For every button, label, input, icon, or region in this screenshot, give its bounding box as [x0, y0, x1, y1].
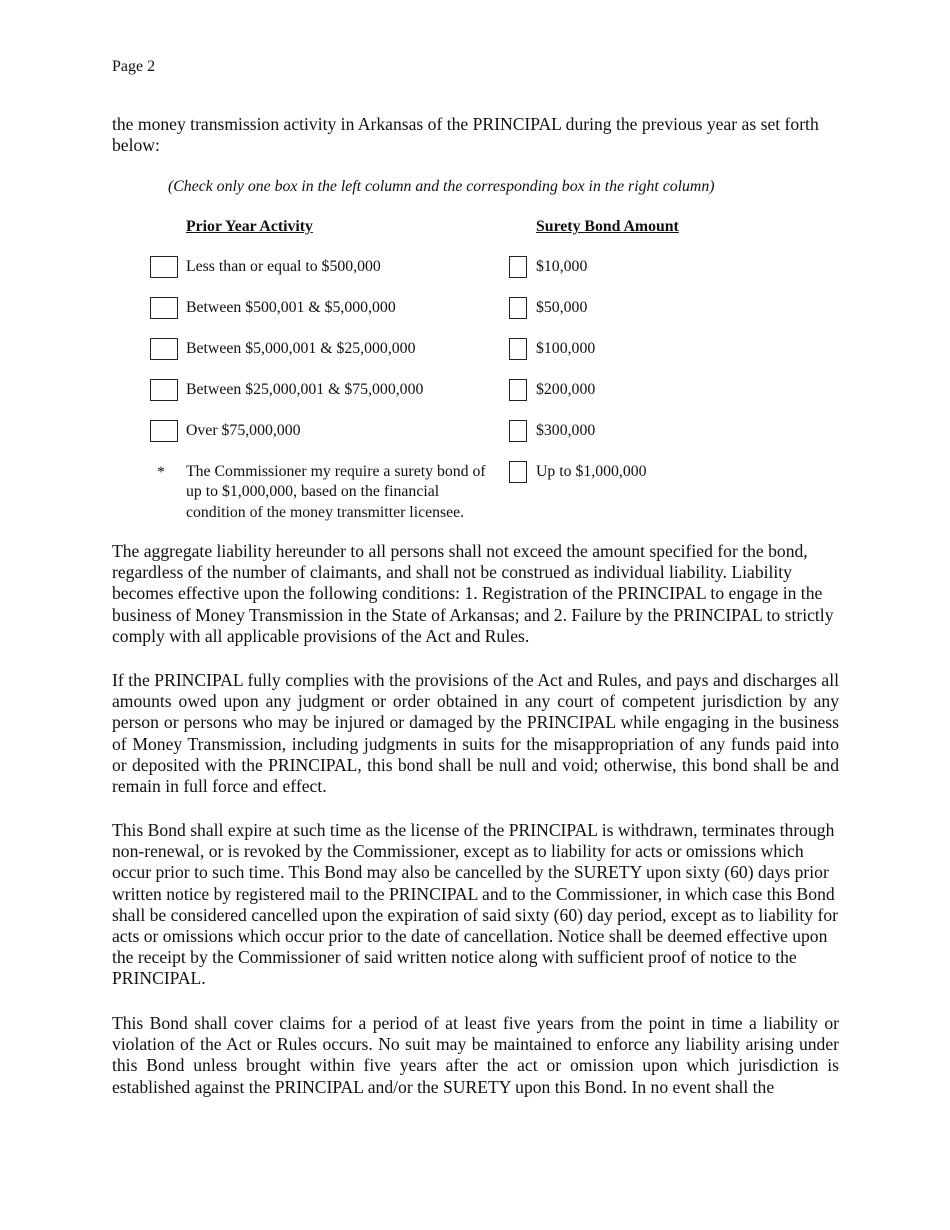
compliance-paragraph: If the PRINCIPAL fully complies with the provisions of the Act and Rules, and pays and discharges all amounts owed upon any judgment or order obtained in any court of competent jurisdiction by any person or persons who may be injured or damaged by the PRINCIPAL while engaging in the business of Money Transmission, including judgments in suits for the misappropriation of any funds paid into or deposited with the PRINCIPAL, this bond shall be null and void; otherwise, this bond shall be and remain in full force and effect.: [112, 670, 839, 797]
activity-label: Over $75,000,000: [186, 422, 301, 439]
activity-checkbox-3[interactable]: [150, 338, 178, 360]
bond-tier-row-special: [0, 461, 950, 483]
prior-year-activity-header: Prior Year Activity: [186, 218, 313, 235]
amount-label: $300,000: [536, 422, 596, 439]
amount-checkbox-3[interactable]: [509, 338, 527, 360]
activity-checkbox-2[interactable]: [150, 297, 178, 319]
activity-label: Between $25,000,001 & $75,000,000: [186, 381, 424, 398]
amount-label: $200,000: [536, 381, 596, 398]
commissioner-note: The Commissioner my require a surety bond of up to $1,000,000, based on the financial condition of the money transmitter licensee.: [186, 463, 486, 521]
amount-label: Up to $1,000,000: [536, 463, 647, 480]
amount-checkbox-6[interactable]: [509, 461, 527, 483]
amount-checkbox-4[interactable]: [509, 379, 527, 401]
surety-bond-amount-header: Surety Bond Amount: [536, 218, 679, 235]
amount-checkbox-2[interactable]: [509, 297, 527, 319]
bond-tier-row: [0, 256, 950, 278]
amount-checkbox-1[interactable]: [509, 256, 527, 278]
bond-tier-row: [0, 297, 950, 319]
checkbox-instruction: (Check only one box in the left column and the corresponding box in the right column): [168, 178, 715, 195]
activity-checkbox-4[interactable]: [150, 379, 178, 401]
page-number: Page 2: [112, 58, 156, 75]
amount-label: $50,000: [536, 299, 588, 316]
bond-tier-row: [0, 338, 950, 360]
intro-paragraph: the money transmission activity in Arkansas of the PRINCIPAL during the previous year as set forth below:: [112, 114, 819, 155]
activity-label: Less than or equal to $500,000: [186, 258, 381, 275]
activity-checkbox-1[interactable]: [150, 256, 178, 278]
bond-tier-row: [0, 379, 950, 401]
expiration-paragraph: This Bond shall expire at such time as the license of the PRINCIPAL is withdrawn, terminates through non-renewal, or is revoked by the Commissioner, except as to liability for acts or omissions which occur prior to such time. This Bond may also be cancelled by the SURETY upon sixty (60) days prior written notice by registered mail to the PRINCIPAL and to the Commissioner, in which case this Bond shall be considered cancelled upon the expiration of said sixty (60) day period, except as to liability for acts or omissions which occur prior to the date of cancellation. Notice shall be deemed effective upon the receipt by the Commissioner of said written notice along with sufficient proof of notice to the PRINCIPAL.: [112, 820, 839, 989]
activity-checkbox-5[interactable]: [150, 420, 178, 442]
amount-label: $10,000: [536, 258, 588, 275]
activity-label: Between $500,001 & $5,000,000: [186, 299, 396, 316]
claims-period-paragraph: This Bond shall cover claims for a period of at least five years from the point in time a liability or violation of the Act or Rules occurs. No suit may be maintained to enforce any liability arising under this Bond unless brought within five years after the act or omission upon which jurisdiction is established against the PRINCIPAL and/or the SURETY upon this Bond. In no event shall the: [112, 1013, 839, 1097]
activity-label: Between $5,000,001 & $25,000,000: [186, 340, 416, 357]
amount-checkbox-5[interactable]: [509, 420, 527, 442]
aggregate-liability-paragraph: The aggregate liability hereunder to all persons shall not exceed the amount specified for the bond, regardless of the number of claimants, and shall not be construed as individual liability. Liability becomes effective upon the following conditions: 1. Registration of the PRINCIPAL to engage in the business of Money Transmission in the State of Arkansas; and 2. Failure by the PRINCIPAL to strictly comply with all applicable provisions of the Act and Rules.: [112, 541, 834, 646]
asterisk-marker: *: [157, 464, 165, 481]
amount-label: $100,000: [536, 340, 596, 357]
bond-tier-row: [0, 420, 950, 442]
